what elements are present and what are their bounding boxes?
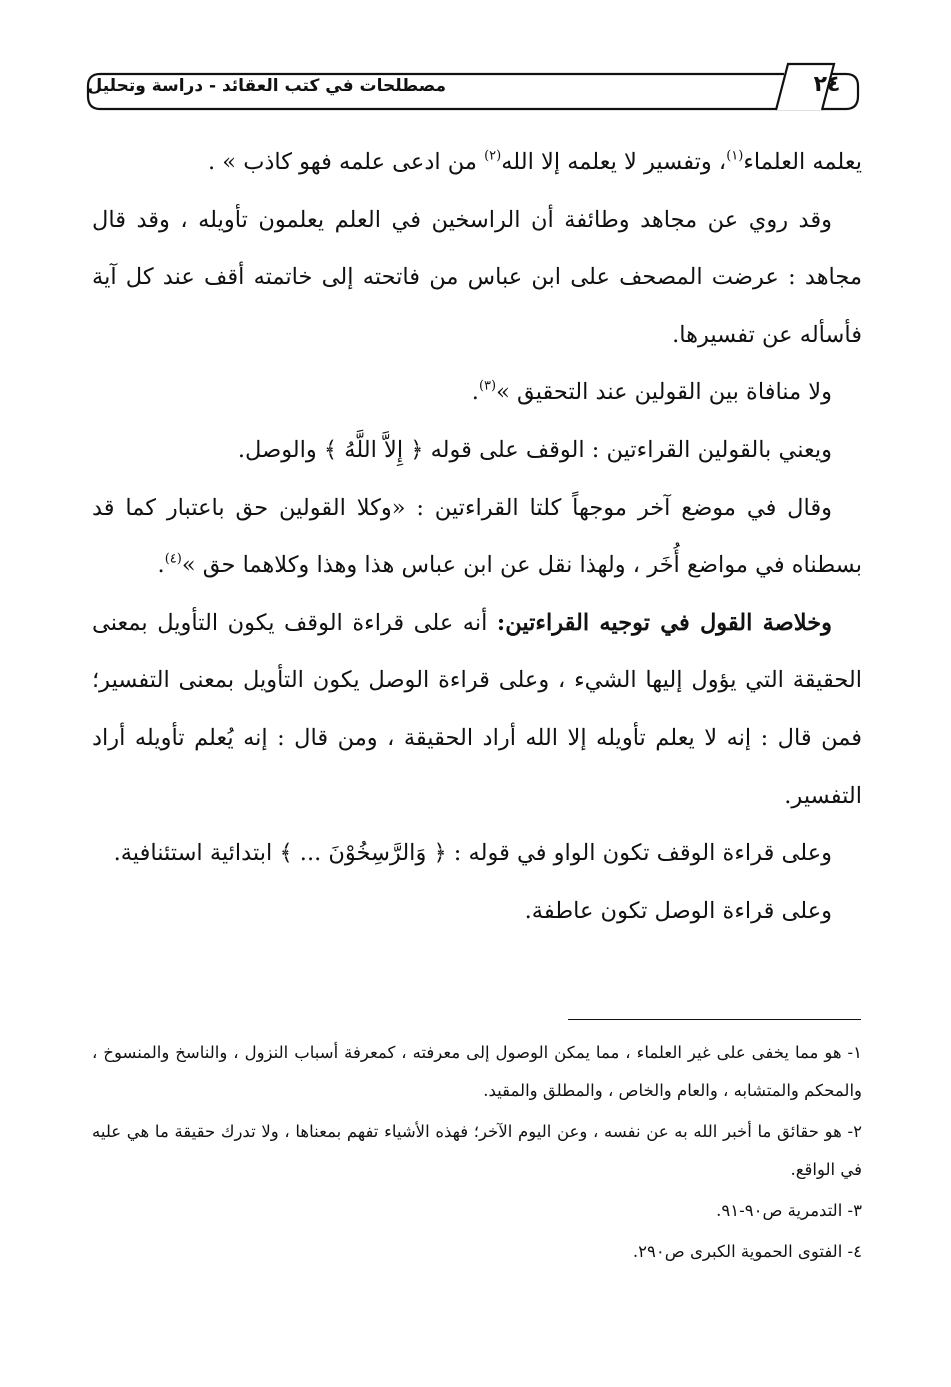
paragraph-1-text-c: من ادعى علمه فهو كاذب » . (208, 149, 485, 175)
paragraph-1-text-a: يعلمه العلماء (743, 149, 862, 175)
main-text (92, 134, 862, 940)
paragraph-6-text: أنه على قراءة الوقف يكون التأويل بمعنى الحقيقة التي يؤول إليها الشيء ، وعلى قراءة الوصل يكون التأويل بمعنى التفسير؛ فمن قال : إنه لا يعلم تأويله إلا الله أراد الحقيقة ، ومن قال : إنه يُعلم تأويله أراد التفسير. (92, 609, 862, 809)
paragraph-8: وعلى قراءة الوصل تكون عاطفة. (524, 897, 832, 924)
footnote-ref-1[interactable]: (١) (726, 148, 744, 164)
footnote-4: ٤- الفتوى الحموية الكبرى ص٢٩٠. (632, 1242, 862, 1261)
paragraph-6 (92, 595, 862, 825)
paragraph-5 (92, 480, 862, 595)
paragraph-1 (92, 134, 862, 192)
paragraph-4: ويعني بالقولين القراءتين : الوقف على قوله ﴿ إِلاَّ اللَّهُ ﴾ والوصل. (237, 436, 832, 463)
paragraph-7: وعلى قراءة الوقف تكون الواو في قوله : ﴿ وَالرَّسِخُوْنَ ... ﴾ ابتدائية استئنافية. (113, 840, 832, 867)
paragraph-3-text-b: . (471, 379, 479, 406)
summary-heading: وخلاصة القول في توجيه القراءتين: (496, 609, 832, 636)
paragraph-3-text-a: ولا منافاة بين القولين عند التحقيق » (496, 379, 832, 406)
footnote-1: ١- هو مما يخفى على غير العلماء ، مما يمكن الوصول إلى معرفته ، كمعرفة أسباب النزول ، والناسخ والمنسوخ ، والمحكم والمتشابه ، والعام والخاص ، والمطلق والمقيد. (92, 1043, 862, 1100)
footnote-ref-2[interactable]: (٢) (484, 148, 502, 164)
paragraph-3 (92, 364, 862, 422)
footnotes (92, 1034, 862, 1274)
paragraph-5-text-a: وقال في موضع آخر موجهاً كلتا القراءتين : «وكلا القولين حق باعتبار كما قد بسطناه في مواضع أُخَر ، ولهذا نقل عن ابن عباس هذا وهذا وكلاهما حق » (92, 494, 862, 579)
running-header (84, 62, 862, 122)
footnote-separator (568, 1019, 861, 1020)
paragraph-5-text-b: . (157, 552, 165, 579)
running-header-title: مصطلحات في كتب العقائد - دراسة وتحليل (87, 76, 446, 96)
paragraph-1-text-b: ، وتفسير لا يعلمه إلا الله (501, 149, 727, 175)
paragraph-2: وقد روي عن مجاهد وطائفة أن الراسخين في العلم يعلمون تأويله ، وقد قال مجاهد : عرضت المصحف على ابن عباس من فاتحته إلى خاتمته أقف عند كل آية فأسأله عن تفسيرها. (92, 206, 862, 348)
footnote-ref-3[interactable]: (٣) (478, 378, 497, 394)
footnote-2: ٢- هو حقائق ما أخبر الله به عن نفسه ، وعن اليوم الآخر؛ فهذه الأشياء تفهم بمعناها ، ولا تدرك حقيقة ما هي عليه في الواقع. (92, 1122, 862, 1179)
page-number: ٢٤ (813, 72, 841, 97)
footnote-ref-4[interactable]: (٤) (164, 551, 182, 567)
footnote-3: ٣- التدمرية ص٩٠-٩١. (716, 1201, 862, 1220)
